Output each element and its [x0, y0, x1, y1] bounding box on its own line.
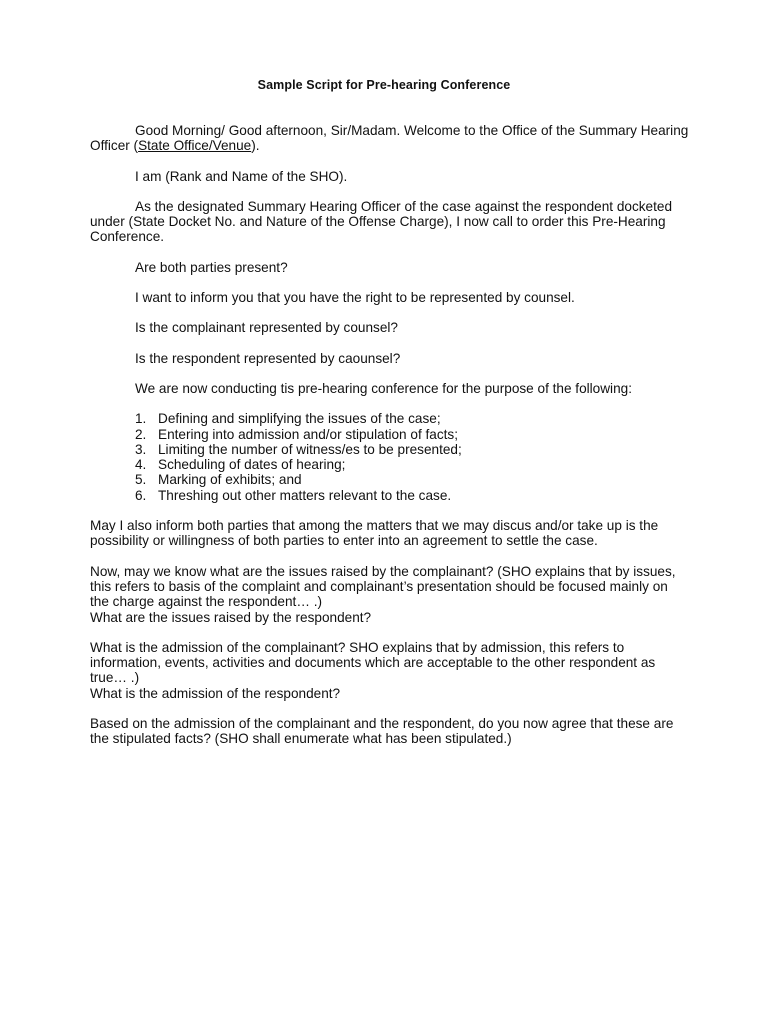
complainant-counsel-question: Is the complainant represented by counsel?	[135, 320, 398, 336]
list-item-text: Entering into admission and/or stipulation of facts;	[158, 426, 458, 442]
document-title: Sample Script for Pre-hearing Conference	[257, 78, 511, 92]
list-item-number: 6.	[135, 487, 147, 503]
list-item-number: 1.	[135, 411, 147, 427]
intro-self-paragraph: I am (Rank and Name of the SHO).	[135, 168, 348, 184]
stipulated-facts-paragraph: Based on the admission of the complainant and the respondent, do you now agree that these are the stipulated facts? (SHO shall enumerate what has been stipulated.)	[90, 716, 674, 747]
admission-respondent-paragraph: What is the admission of the respondent?	[90, 685, 341, 701]
list-item	[90, 442, 690, 457]
list-item	[90, 411, 690, 426]
greeting-paragraph	[90, 123, 690, 154]
greeting-text-before: Good Morning/ Good afternoon, Sir/Madam. Welcome to the Office of the Summary Hearing Officer (	[90, 123, 689, 154]
admission-complainant-paragraph: What is the admission of the complainant? SHO explains that by admission, this refers to information, events, activities and documents which are acceptable to the other respondent as true… .)	[90, 639, 656, 686]
respondent-counsel-question: Is the respondent represented by caounsel?	[135, 350, 401, 366]
purpose-intro-paragraph: We are now conducting tis pre-hearing conference for the purpose of the following:	[135, 380, 632, 396]
purpose-list	[90, 411, 690, 503]
list-item-text: Scheduling of dates of hearing;	[158, 457, 346, 473]
list-item-text: Threshing out other matters relevant to the case.	[158, 487, 452, 503]
list-item	[90, 488, 690, 503]
list-item-number: 2.	[135, 426, 147, 442]
list-item-text: Marking of exhibits; and	[158, 472, 302, 488]
parties-present-question: Are both parties present?	[135, 259, 288, 275]
call-to-order-paragraph: As the designated Summary Hearing Officer of the case against the respondent docketed under (State Docket No. and Nature of the Offense Charge), I now call to order this Pre-Hearing Conference.	[90, 198, 673, 245]
list-item-text: Defining and simplifying the issues of the case;	[158, 411, 441, 427]
list-item	[90, 427, 690, 442]
list-item-text: Limiting the number of witness/es to be presented;	[158, 441, 462, 457]
list-item	[90, 457, 690, 472]
list-item	[90, 472, 690, 487]
greeting-text-after: ).	[251, 138, 260, 154]
right-to-counsel-paragraph: I want to inform you that you have the right to be represented by counsel.	[135, 290, 575, 306]
issues-respondent-paragraph: What are the issues raised by the respondent?	[90, 609, 372, 625]
issues-complainant-paragraph: Now, may we know what are the issues raised by the complainant? (SHO explains that by issues, this refers to basis of the complaint and complainant’s presentation should be focused mainly on the charge against the respondent… .)	[90, 563, 676, 610]
settlement-paragraph: May I also inform both parties that among the matters that we may discus and/or take up is the possibility or willingness of both parties to enter into an agreement to settle the case.	[90, 518, 659, 549]
list-item-number: 4.	[135, 457, 147, 473]
document-body	[90, 123, 690, 762]
venue-placeholder: State Office/Venue	[138, 138, 252, 154]
list-item-number: 3.	[135, 441, 147, 457]
list-item-number: 5.	[135, 472, 147, 488]
